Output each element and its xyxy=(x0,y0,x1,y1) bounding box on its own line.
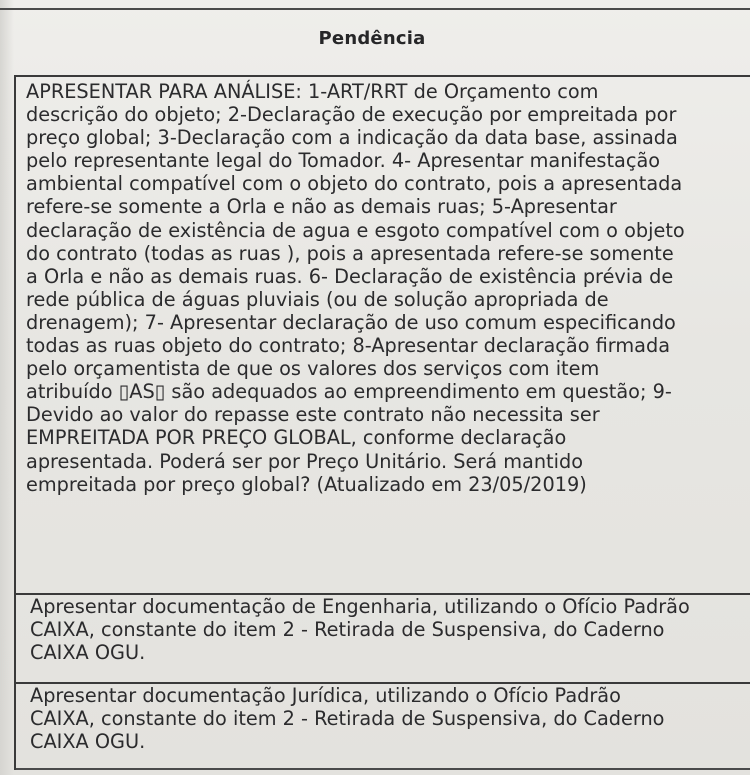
row-2-line: CAIXA, constante do item 2 - Retirada de Suspensiva, do Caderno xyxy=(30,618,665,642)
column-header: Pendência xyxy=(318,28,426,49)
row-1-line: declaração de existência de agua e esgoto compatível com o objeto xyxy=(26,218,685,242)
row-2-line: CAIXA OGU. xyxy=(30,641,146,665)
row-1-line: descrição do objeto; 2-Declaração de execução por empreitada por xyxy=(26,103,677,127)
row-3-line: CAIXA, constante do item 2 - Retirada de Suspensiva, do Caderno xyxy=(30,707,665,731)
row-1-line: atribuído ▯AS▯ são adequados ao empreendimento em questão; 9- xyxy=(26,380,672,404)
pending-items-table xyxy=(14,75,750,770)
top-rule xyxy=(0,8,750,10)
row-2-line: Apresentar documentação de Engenharia, utilizando o Ofício Padrão xyxy=(30,595,690,618)
row-1-line: Devido ao valor do repasse este contrato não necessita ser xyxy=(26,403,600,427)
row-1-line: empreitada por preço global? (Atualizado em 23/05/2019) xyxy=(26,472,587,496)
row-3-line: CAIXA OGU. xyxy=(30,730,146,754)
row-1-line: preço global; 3-Declaração com a indicação da data base, assinada xyxy=(26,126,678,150)
row-1-line: APRESENTAR PARA ANÁLISE: 1-ART/RRT de Orçamento com xyxy=(26,80,599,103)
row-1-line: pelo orçamentista de que os valores dos serviços com item xyxy=(26,357,600,381)
row-3-line: Apresentar documentação Jurídica, utilizando o Ofício Padrão xyxy=(30,684,621,707)
row-1-line: todas as ruas objeto do contrato; 8-Apresentar declaração firmada xyxy=(26,334,671,358)
table-row-1 xyxy=(16,77,750,595)
row-1-line: EMPREITADA POR PREÇO GLOBAL, conforme declaração xyxy=(26,426,567,450)
row-1-line: a Orla e não as demais ruas. 6- Declaração de existência prévia de xyxy=(26,264,674,288)
row-1-line: rede pública de águas pluviais (ou de solução apropriada de xyxy=(26,287,609,311)
table-row-3 xyxy=(16,684,750,770)
row-1-line: pelo representante legal do Tomador. 4- Apresentar manifestação xyxy=(26,149,661,173)
row-1-line: do contrato (todas as ruas ), pois a apresentada refere-se somente xyxy=(26,241,674,265)
row-1-line: ambiental compatível com o objeto do contrato, pois a apresentada xyxy=(26,172,683,196)
row-1-line: drenagem); 7- Apresentar declaração de uso comum especificando xyxy=(26,310,676,334)
table-row-2 xyxy=(16,595,750,684)
page-shadow xyxy=(0,0,14,775)
row-1-line: apresentada. Poderá ser por Preço Unitário. Será mantido xyxy=(26,449,583,473)
row-1-line: refere-se somente a Orla e não as demais ruas; 5-Apresentar xyxy=(26,195,617,219)
